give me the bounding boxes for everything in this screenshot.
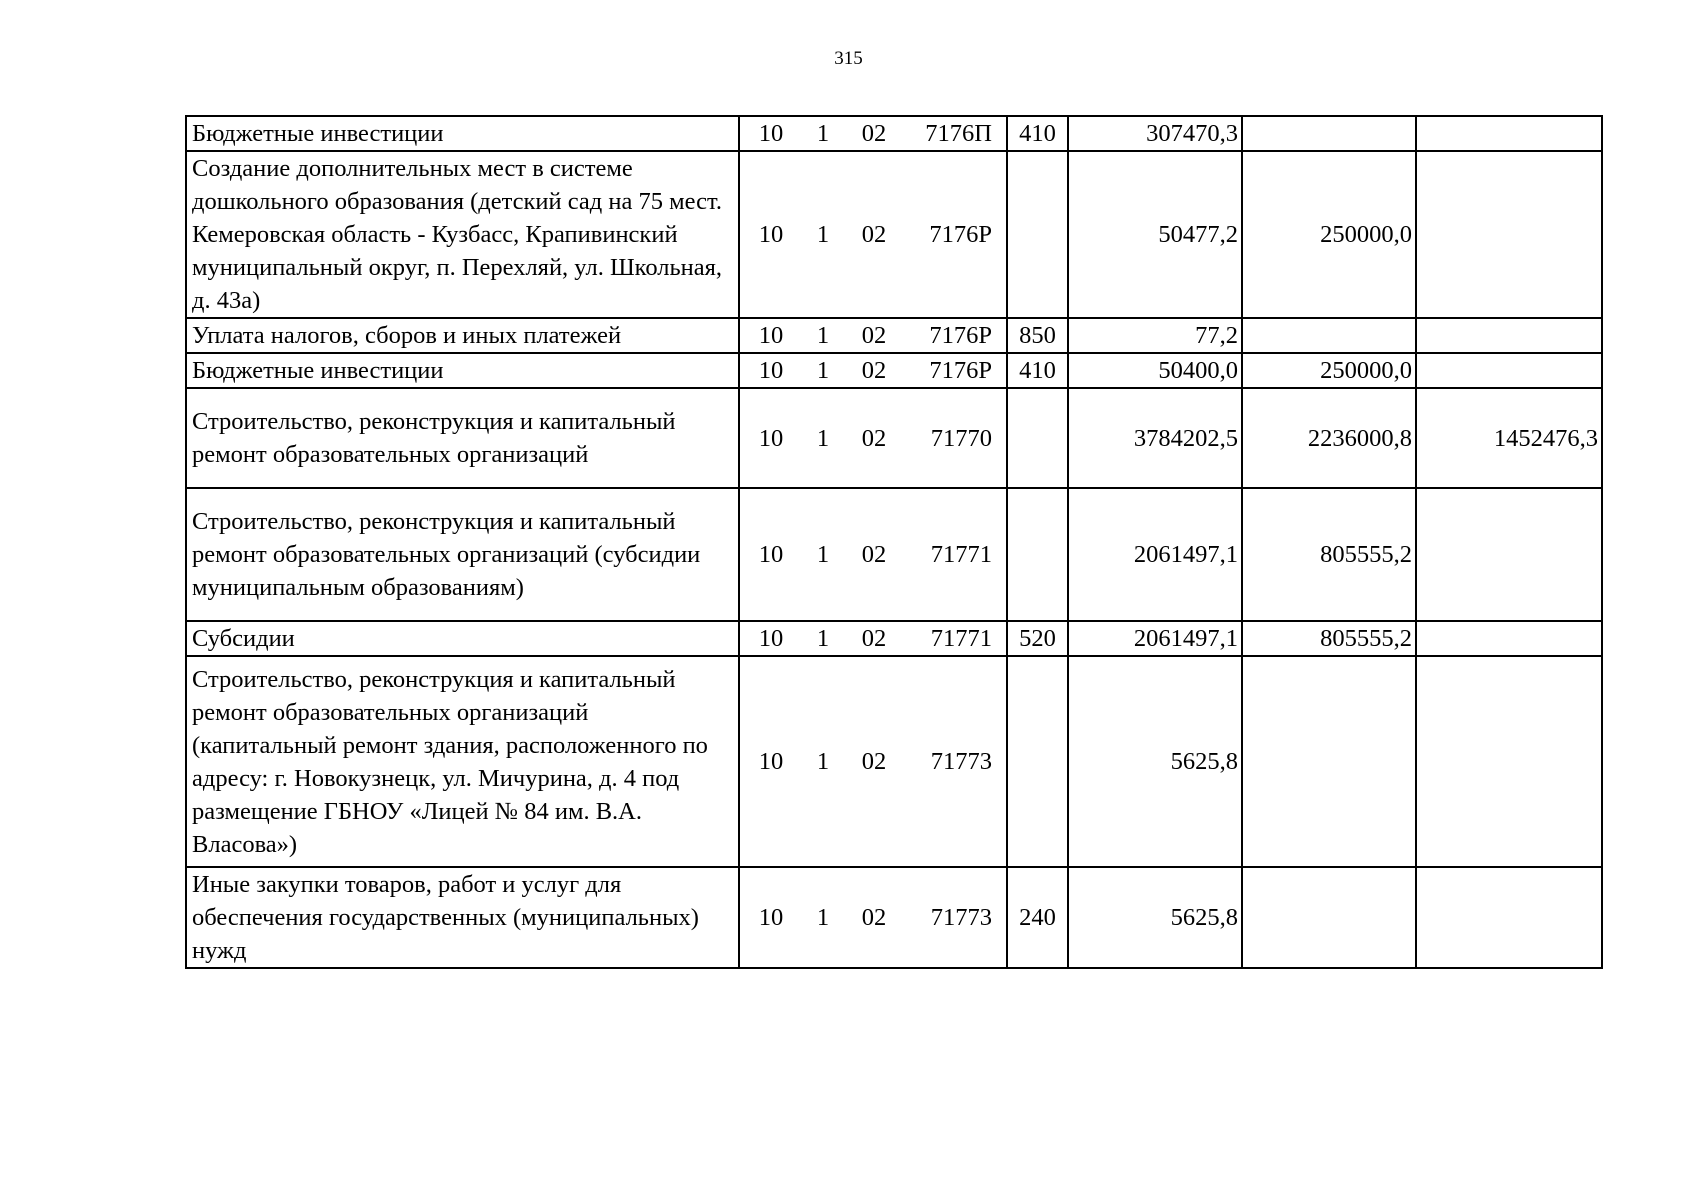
row-name-cell: Строительство, реконструкция и капитальный ремонт образовательных организаций (капитальный ремонт здания, расположенного по адресу: г. Новокузнецк, ул. Мичурина, д. 4 под размещение ГБНОУ «Лицей № 84 им. В.А. Власова»)	[186, 656, 739, 867]
row-amount-year2	[1242, 116, 1416, 151]
row-amount-year3	[1416, 116, 1602, 151]
table-row	[186, 656, 1602, 867]
row-amount-year1: 50477,2	[1068, 151, 1242, 318]
code-section: 10	[758, 322, 784, 349]
code-section: 10	[758, 120, 784, 147]
row-name-cell: Строительство, реконструкция и капитальный ремонт образовательных организаций	[186, 388, 739, 488]
code-subprogram: 02	[861, 541, 887, 568]
row-amount-year1: 307470,3	[1068, 116, 1242, 151]
row-amount-year2	[1242, 318, 1416, 353]
code-direction: 7176П	[925, 120, 992, 147]
code-subprogram: 02	[861, 625, 887, 652]
row-amount-year3	[1416, 151, 1602, 318]
code-subprogram: 02	[861, 748, 887, 775]
row-name-cell: Иные закупки товаров, работ и услуг для обеспечения государственных (муниципальных) нужд	[186, 867, 739, 968]
row-expense-type-cell: 520	[1007, 621, 1068, 656]
row-amount-year3: 1452476,3	[1416, 388, 1602, 488]
row-code-cell	[739, 867, 1007, 968]
code-program: 1	[816, 424, 830, 452]
code-subprogram: 02	[861, 904, 887, 931]
code-program: 1	[816, 221, 830, 248]
code-subprogram: 02	[861, 221, 887, 248]
row-expense-type-cell	[1007, 151, 1068, 318]
code-direction: 71771	[930, 625, 992, 652]
code-direction: 7176Р	[929, 322, 992, 349]
table-row	[186, 318, 1602, 353]
row-expense-type-cell: 410	[1007, 353, 1068, 388]
row-amount-year2: 805555,2	[1242, 621, 1416, 656]
row-code-cell	[739, 621, 1007, 656]
budget-table	[185, 115, 1603, 969]
row-amount-year3	[1416, 867, 1602, 968]
table-row	[186, 867, 1602, 968]
row-amount-year2: 2236000,8	[1242, 388, 1416, 488]
row-expense-type-cell: 850	[1007, 318, 1068, 353]
row-amount-year1: 2061497,1	[1068, 621, 1242, 656]
code-direction: 71770	[930, 424, 992, 452]
code-section: 10	[758, 904, 784, 931]
row-expense-type-cell: 240	[1007, 867, 1068, 968]
code-subprogram: 02	[861, 322, 887, 349]
row-code-cell	[739, 151, 1007, 318]
row-amount-year3	[1416, 656, 1602, 867]
row-name-cell: Уплата налогов, сборов и иных платежей	[186, 318, 739, 353]
row-code-cell	[739, 656, 1007, 867]
code-section: 10	[758, 625, 784, 652]
code-program: 1	[816, 748, 830, 775]
code-direction: 7176Р	[929, 357, 992, 384]
row-amount-year1: 50400,0	[1068, 353, 1242, 388]
row-name-cell: Субсидии	[186, 621, 739, 656]
code-section: 10	[758, 424, 784, 452]
row-amount-year1: 2061497,1	[1068, 488, 1242, 621]
row-name-cell: Создание дополнительных мест в системе дошкольного образования (детский сад на 75 мест. Кемеровская область - Кузбасс, Крапивинский муниципальный округ, п. Перехляй, ул. Школьная, д. 43а)	[186, 151, 739, 318]
row-amount-year2	[1242, 867, 1416, 968]
budget-table-body	[186, 116, 1602, 968]
code-program: 1	[816, 357, 830, 384]
page-number: 315	[834, 48, 863, 69]
row-code-cell	[739, 388, 1007, 488]
code-program: 1	[816, 904, 830, 931]
code-section: 10	[758, 748, 784, 775]
table-row	[186, 151, 1602, 318]
code-program: 1	[816, 322, 830, 349]
row-expense-type-cell	[1007, 388, 1068, 488]
table-row	[186, 621, 1602, 656]
row-amount-year1: 3784202,5	[1068, 388, 1242, 488]
row-amount-year1: 77,2	[1068, 318, 1242, 353]
code-section: 10	[758, 357, 784, 384]
row-amount-year3	[1416, 621, 1602, 656]
row-expense-type-cell: 410	[1007, 116, 1068, 151]
table-row	[186, 116, 1602, 151]
code-direction: 71771	[930, 541, 992, 568]
code-section: 10	[758, 541, 784, 568]
row-expense-type-cell	[1007, 656, 1068, 867]
row-amount-year1: 5625,8	[1068, 656, 1242, 867]
row-amount-year2: 250000,0	[1242, 151, 1416, 318]
code-program: 1	[816, 541, 830, 568]
row-amount-year1: 5625,8	[1068, 867, 1242, 968]
row-code-cell	[739, 318, 1007, 353]
code-subprogram: 02	[861, 120, 887, 147]
code-subprogram: 02	[861, 357, 887, 384]
code-section: 10	[758, 221, 784, 248]
row-code-cell	[739, 488, 1007, 621]
row-expense-type-cell	[1007, 488, 1068, 621]
row-amount-year2: 250000,0	[1242, 353, 1416, 388]
code-subprogram: 02	[861, 424, 887, 452]
code-direction: 71773	[930, 904, 992, 931]
row-name-cell: Бюджетные инвестиции	[186, 353, 739, 388]
code-direction: 71773	[930, 748, 992, 775]
row-amount-year3	[1416, 353, 1602, 388]
table-row	[186, 388, 1602, 488]
code-program: 1	[816, 120, 830, 147]
row-amount-year2: 805555,2	[1242, 488, 1416, 621]
table-row	[186, 353, 1602, 388]
table-row	[186, 488, 1602, 621]
row-amount-year2	[1242, 656, 1416, 867]
row-amount-year3	[1416, 318, 1602, 353]
code-program: 1	[816, 625, 830, 652]
row-code-cell	[739, 116, 1007, 151]
code-direction: 7176Р	[929, 221, 992, 248]
row-name-cell: Строительство, реконструкция и капитальный ремонт образовательных организаций (субсидии муниципальным образованиям)	[186, 488, 739, 621]
row-name-cell: Бюджетные инвестиции	[186, 116, 739, 151]
row-amount-year3	[1416, 488, 1602, 621]
row-code-cell	[739, 353, 1007, 388]
